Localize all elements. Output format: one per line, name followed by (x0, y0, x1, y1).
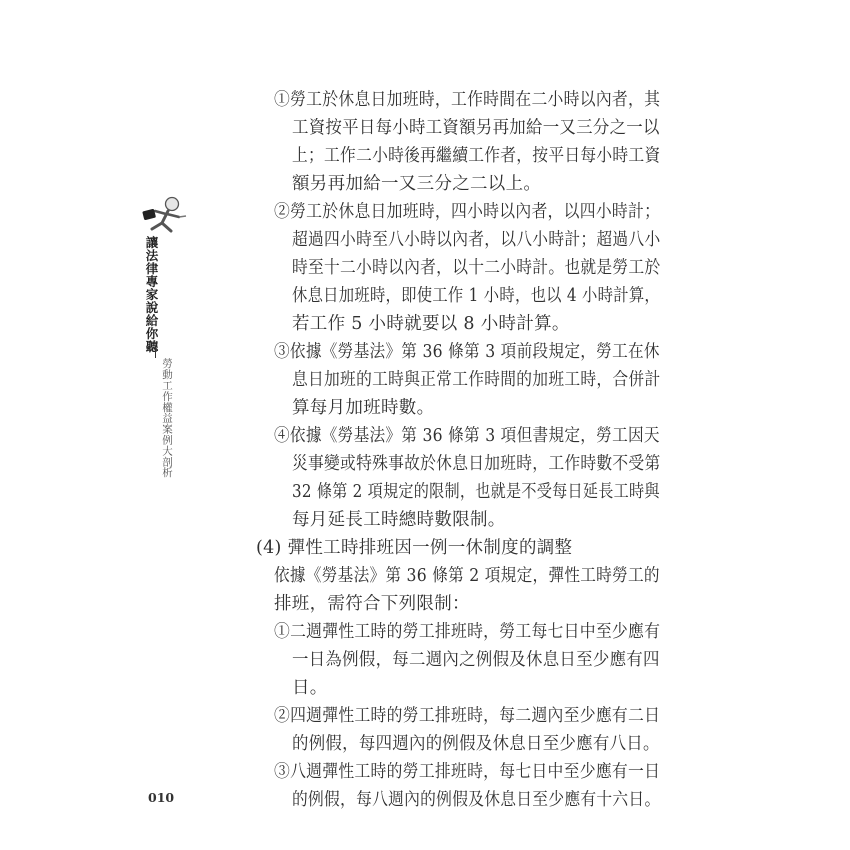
body-line: ④依據《勞基法》第 36 條第 3 項但書規定，勞工因天 (274, 426, 660, 446)
book-subtitle: 勞動工作權益案例大剖析 (161, 358, 173, 478)
body-line: 超過四小時至八小時以內者，以八小時計；超過八小 (292, 230, 661, 250)
body-line: 若工作 5 小時就要以 8 小時計算。 (292, 314, 570, 334)
body-line: 依據《勞基法》第 36 條第 2 項規定，彈性工時勞工的 (274, 566, 660, 586)
body-line: 息日加班的工時與正常工作時間的加班工時，合併計 (292, 370, 661, 390)
page-number: 010 (148, 790, 175, 805)
body-line: 的例假，每八週內的例假及休息日至少應有十六日。 (292, 790, 661, 810)
body-line: 每月延長工時總時數限制。 (292, 510, 506, 530)
body-line: 的例假，每四週內的例假及休息日至少應有八日。 (292, 734, 660, 754)
body-line: ②四週彈性工時的勞工排班時，每二週內至少應有二日 (274, 706, 661, 726)
sidebar-running-title (138, 196, 190, 536)
body-line: ③依據《勞基法》第 36 條第 3 項前段規定，勞工在休 (274, 342, 660, 362)
body-line: 日。 (292, 678, 328, 698)
body-line: 時至十二小時以內者，以十二小時計。也就是勞工於 (292, 258, 661, 278)
body-line: ②勞工於休息日加班時，四小時以內者，以四小時計； (274, 202, 661, 222)
body-line: 工資按平日每小時工資額另再加給一又三分之一以 (292, 118, 660, 138)
body-line: ①二週彈性工時的勞工排班時，勞工每七日中至少應有 (274, 622, 661, 642)
book-title: 讓法律專家說給你聽 (144, 236, 159, 353)
body-line: 災事變或特殊事故於休息日加班時，工作時數不受第 (292, 454, 661, 474)
body-line: 休息日加班時，即使工作 1 小時，也以 4 小時計算， (292, 286, 661, 306)
body-line: ①勞工於休息日加班時，工作時間在二小時以內者，其 (274, 90, 661, 110)
title-divider (155, 346, 157, 358)
body-line: 上；工作二小時後再繼續工作者，按平日每小時工資 (292, 146, 661, 166)
body-line: 排班，需符合下列限制： (274, 594, 470, 614)
body-line: ③八週彈性工時的勞工排班時，每七日中至少應有一日 (274, 762, 661, 782)
body-line: 一日為例假，每二週內之例假及休息日至少應有四 (292, 650, 660, 670)
section-heading: (4) 彈性工時排班因一例一休制度的調整 (256, 538, 573, 558)
running-figure-icon (138, 196, 190, 234)
body-line: 算每月加班時數。 (292, 398, 435, 418)
body-line: 32 條第 2 項規定的限制，也就是不受每日延長工時與 (292, 482, 660, 502)
body-line: 額另再加給一又三分之二以上。 (292, 174, 542, 194)
